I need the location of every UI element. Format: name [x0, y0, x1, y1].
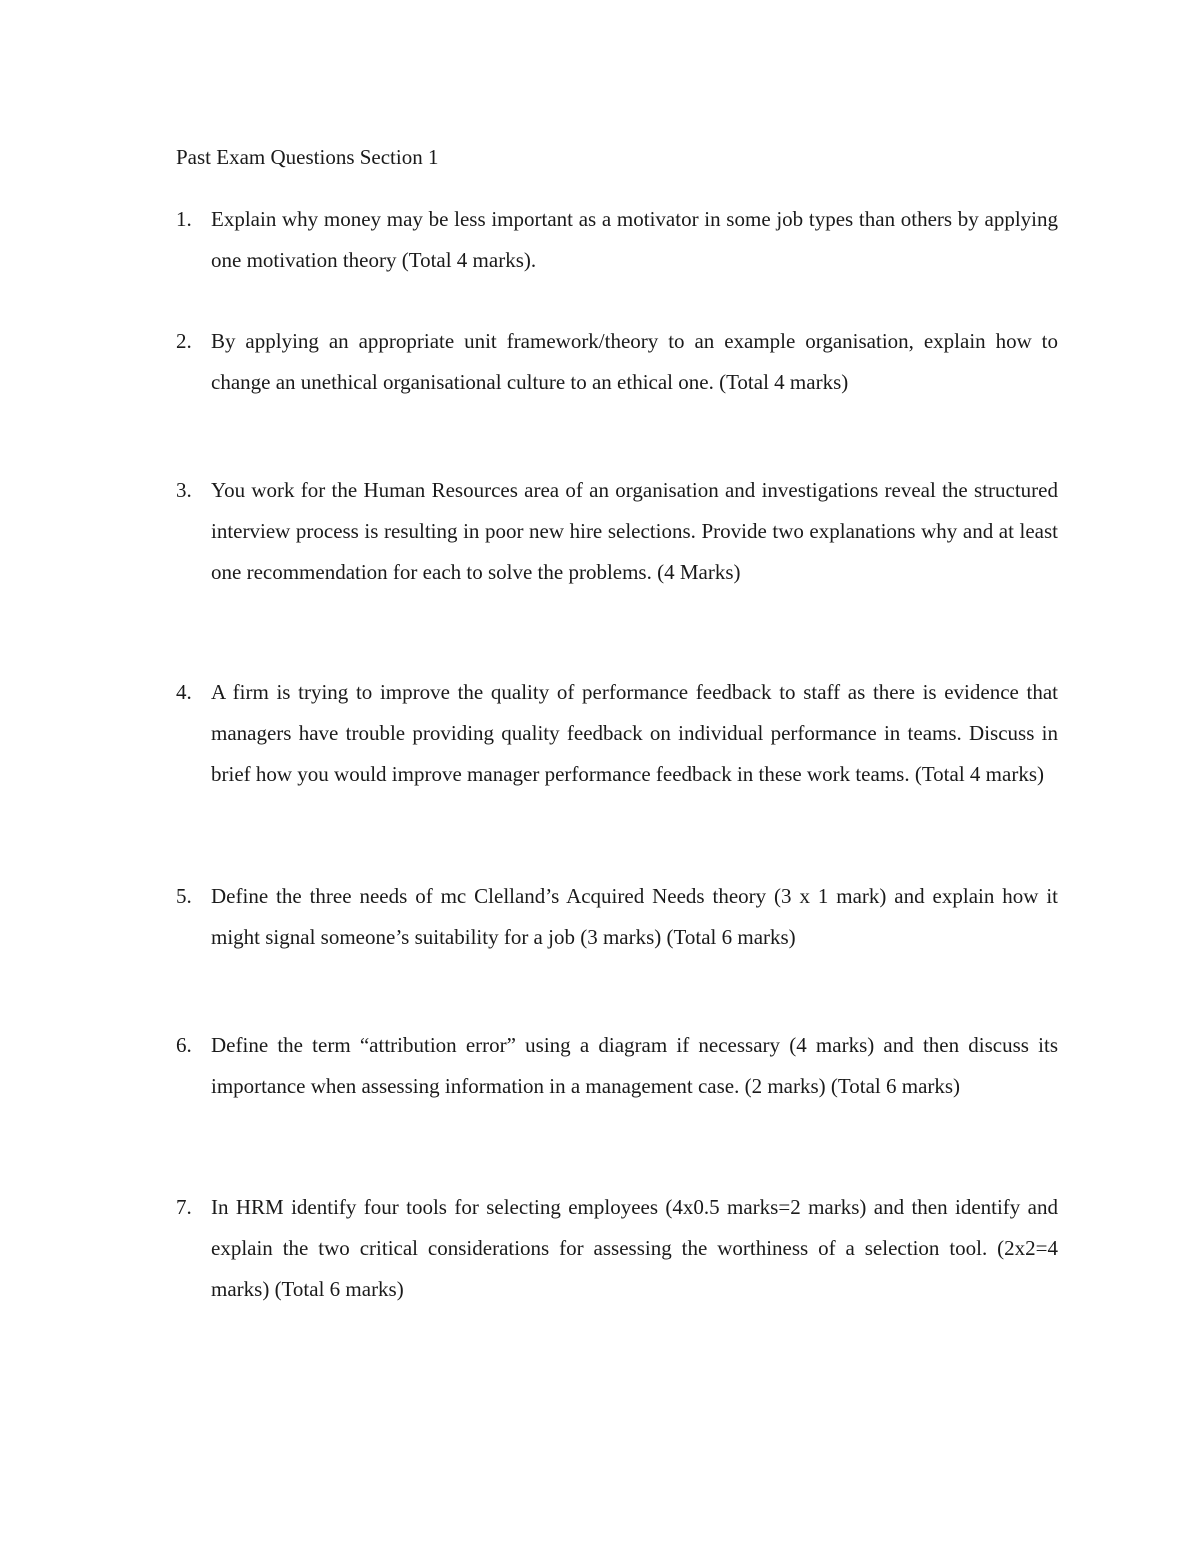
question-number: 5. — [176, 884, 192, 908]
question-number: 6. — [176, 1033, 192, 1057]
document-title: Past Exam Questions Section 1 — [176, 145, 439, 169]
question-text: Define the term “attribution error” using a diagram if necessary (4 marks) and then discuss its importance when assessing information in a management case. (2 marks) (Total 6 marks) — [211, 1033, 1058, 1098]
question-number: 4. — [176, 680, 192, 704]
question-item — [176, 876, 1058, 958]
question-text: A firm is trying to improve the quality of performance feedback to staff as there is evidence that managers have trouble providing quality feedback on individual performance in teams. Discuss in brief how you would improve manager performance feedback in these work teams. (Total 4 marks) — [211, 680, 1058, 786]
question-item — [176, 470, 1058, 593]
question-text: Explain why money may be less important as a motivator in some job types than others by applying one motivation theory (Total 4 marks). — [211, 207, 1058, 272]
question-item — [176, 1025, 1058, 1107]
question-number: 3. — [176, 478, 192, 502]
question-number: 7. — [176, 1195, 192, 1219]
question-text: In HRM identify four tools for selecting employees (4x0.5 marks=2 marks) and then identify and explain the two critical considerations for assessing the worthiness of a selection tool. (2x2=4 marks) (Total 6 marks) — [211, 1195, 1058, 1301]
question-item — [176, 321, 1058, 403]
question-number: 2. — [176, 329, 192, 353]
question-text: By applying an appropriate unit framework/theory to an example organisation, explain how to change an unethical organisational culture to an ethical one. (Total 4 marks) — [211, 329, 1058, 394]
question-text: You work for the Human Resources area of an organisation and investigations reveal the structured interview process is resulting in poor new hire selections. Provide two explanations why and at least one recommendation for each to solve the problems. (4 Marks) — [211, 478, 1058, 584]
question-item — [176, 1187, 1058, 1310]
question-item — [176, 672, 1058, 795]
question-text: Define the three needs of mc Clelland’s Acquired Needs theory (3 x 1 mark) and explain how it might signal someone’s suitability for a job (3 marks) (Total 6 marks) — [211, 884, 1058, 949]
question-item — [176, 199, 1058, 281]
question-number: 1. — [176, 207, 192, 231]
